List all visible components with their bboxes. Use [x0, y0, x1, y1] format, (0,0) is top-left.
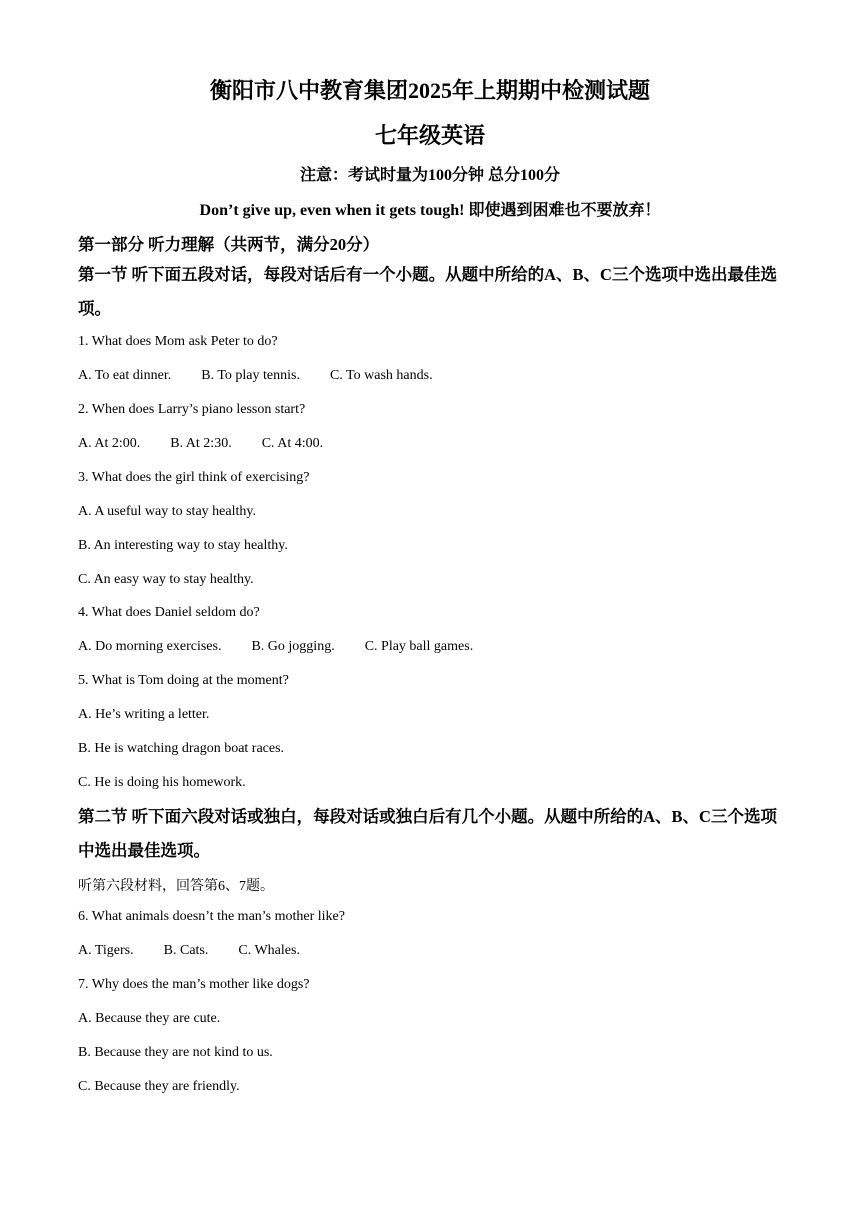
option: C. He is doing his homework. — [78, 775, 246, 790]
option: B. An interesting way to stay healthy. — [78, 538, 288, 553]
option: A. Tigers. — [78, 943, 134, 958]
option: C. Because they are friendly. — [78, 1079, 240, 1094]
exam-notice: 注意：考试时量为100分钟 总分100分 — [299, 167, 560, 184]
option: B. Cats. — [163, 943, 209, 958]
option: B. Go jogging. — [251, 639, 335, 654]
option-row — [78, 639, 503, 655]
question-stem: 3. What does the girl think of exercising? — [78, 470, 310, 485]
exam-motto: Don’t give up, even when it gets tough! 即使遇到困难也不要放弃！ — [199, 202, 661, 219]
option: C. To wash hands. — [329, 368, 433, 383]
option: C. An easy way to stay healthy. — [78, 572, 254, 587]
option: A. He’s writing a letter. — [78, 707, 210, 722]
question-stem: 6. What animals doesn’t the man’s mother like? — [78, 909, 345, 924]
part-heading: 第一部分 听力理解（共两节，满分20分） — [78, 235, 380, 254]
option: B. To play tennis. — [201, 368, 300, 383]
exam-subtitle: 七年级英语 — [374, 123, 485, 148]
option: B. At 2:30. — [170, 436, 232, 451]
question-stem: 4. What does Daniel seldom do? — [78, 605, 260, 620]
option: B. Because they are not kind to us. — [78, 1045, 273, 1060]
question-stem: 5. What is Tom doing at the moment? — [78, 673, 289, 688]
option: A. Do morning exercises. — [78, 639, 222, 654]
question-stem: 7. Why does the man’s mother like dogs? — [78, 977, 310, 992]
option: A. Because they are cute. — [78, 1011, 221, 1026]
material-note: 听第六段材料，回答第6、7题。 — [78, 879, 274, 894]
option-row — [78, 436, 353, 452]
option: A. To eat dinner. — [78, 368, 172, 383]
option: C. Play ball games. — [364, 639, 474, 654]
question-stem: 1. What does Mom ask Peter to do? — [78, 334, 278, 349]
option-row — [78, 368, 463, 384]
section-heading: 第二节 听下面六段对话或独白，每段对话或独白后有几个小题。从题中所给的A、B、C三个选项中选出最佳选项。 — [78, 807, 777, 860]
option-row — [78, 943, 330, 959]
option: B. He is watching dragon boat races. — [78, 741, 285, 756]
option: A. At 2:00. — [78, 436, 141, 451]
option: C. At 4:00. — [261, 436, 324, 451]
option: A. A useful way to stay healthy. — [78, 504, 256, 519]
section-heading: 第一节 听下面五段对话，每段对话后有一个小题。从题中所给的A、B、C三个选项中选出最佳选项。 — [78, 265, 777, 318]
exam-title: 衡阳市八中教育集团2025年上期期中检测试题 — [209, 78, 650, 103]
question-stem: 2. When does Larry’s piano lesson start? — [78, 402, 306, 417]
option: C. Whales. — [238, 943, 300, 958]
